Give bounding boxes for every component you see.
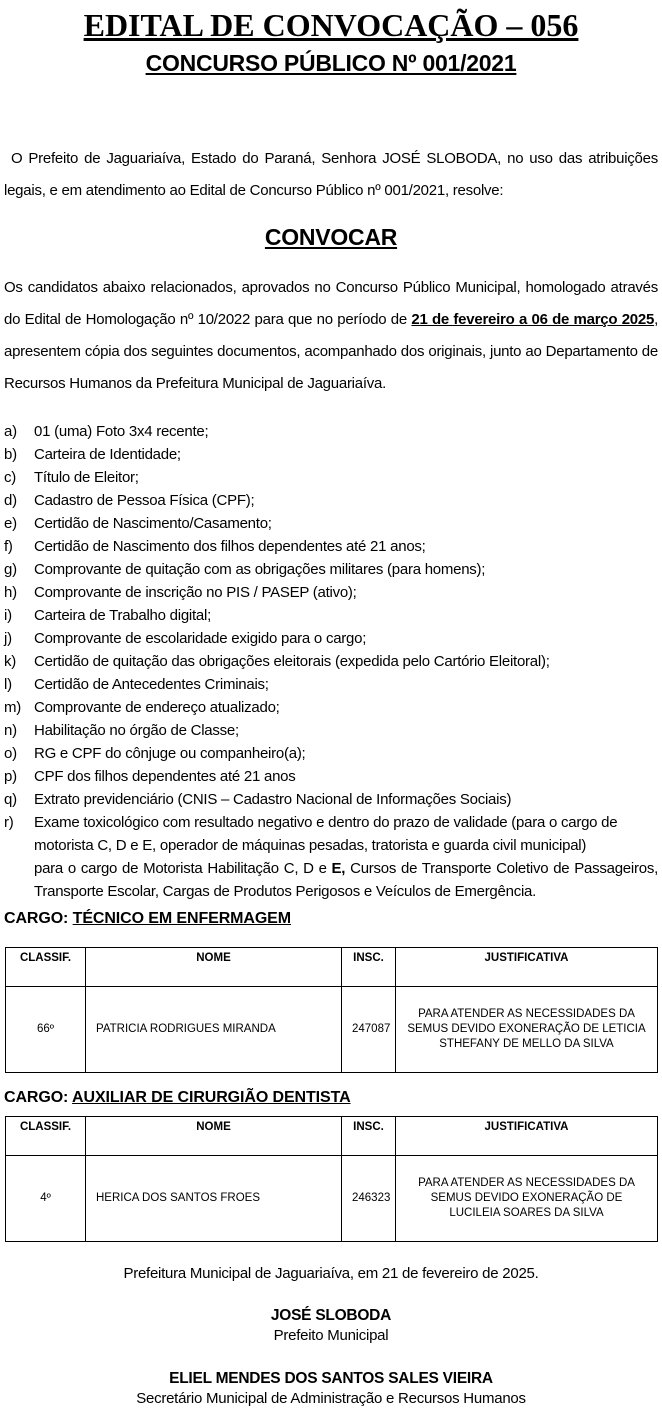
summons-part1: Os candidatos abaixo relacionados, aprovados no Concurso Público Municipal, homologado através do Edital de Homologação nº 10/2022 para que no período de (4, 279, 658, 328)
list-item-text: Carteira de Identidade; (34, 446, 181, 463)
table-header-row (6, 1117, 658, 1156)
document-footer (4, 1264, 658, 1408)
cargo-heading-prefix: CARGO: (4, 1089, 73, 1106)
list-item-label: h) (4, 584, 17, 601)
signature-name-secretario: ELIEL MENDES DOS SANTOS SALES VIEIRA (169, 1370, 493, 1387)
list-item-text: Comprovante de quitação com as obrigações militares (para homens); (34, 561, 486, 578)
list-item-label: m) (4, 699, 21, 716)
list-item-text: 01 (uma) Foto 3x4 recente; (34, 423, 209, 440)
list-item-label: k) (4, 653, 16, 670)
list-item-b (4, 443, 658, 466)
list-item-r-part1: Exame toxicológico com resultado negativo e dentro do prazo de validade (para o cargo de motorista C, D e E, operador de máquinas pesadas, tratorista e guarda civil municipal) (34, 814, 618, 854)
list-item-r-part2 (34, 857, 658, 903)
date-range-highlight: 21 de fevereiro a 06 de março 2025 (411, 311, 655, 328)
list-item-label: r) (4, 814, 14, 831)
cargo-role: TÉCNICO EM ENFERMAGEM (72, 910, 291, 927)
list-item-text: Cadastro de Pessoa Física (CPF); (34, 492, 255, 509)
list-item-i (4, 604, 658, 627)
list-item-l (4, 673, 658, 696)
list-item-f (4, 535, 658, 558)
list-item-r-part2-bold: E, (331, 860, 346, 877)
table-header-classif: CLASSIF. (6, 948, 86, 987)
documents-list (4, 420, 658, 903)
cargo-role: AUXILIAR DE CIRURGIÃO DENTISTA (72, 1089, 351, 1106)
list-item-o (4, 742, 658, 765)
classif-cell: 66º (6, 987, 86, 1073)
list-item-q (4, 788, 658, 811)
table-header-classif: CLASSIF. (6, 1117, 86, 1156)
list-item-text: Carteira de Trabalho digital; (34, 607, 212, 624)
list-item-label: l) (4, 676, 12, 693)
summons-part2: , apresentem cópia dos seguintes documentos, acompanhado dos originais, junto ao Departamento de Recursos Humanos da Prefeitura Municipal de Jaguariaíva. (4, 311, 659, 392)
convocar-heading (4, 222, 658, 252)
signature-name-prefeito: JOSÉ SLOBODA (270, 1307, 392, 1324)
list-item-text (34, 811, 658, 903)
summons-paragraph (4, 272, 658, 400)
cargo-table-auxiliar-dentista (5, 1116, 658, 1242)
list-item-text: Título de Eleitor; (34, 469, 139, 486)
table-header-nome: NOME (86, 948, 342, 987)
document-subtitle-text: CONCURSO PÚBLICO Nº 001/2021 (145, 50, 517, 76)
table-header-insc: INSC. (342, 948, 396, 987)
nome-cell: PATRICIA RODRIGUES MIRANDA (86, 987, 342, 1073)
list-item-n (4, 719, 658, 742)
table-header-row (6, 948, 658, 987)
list-item-label: i) (4, 607, 12, 624)
signature-role-prefeito: Prefeito Municipal (273, 1327, 389, 1344)
list-item-k (4, 650, 658, 673)
signature-role-secretario: Secretário Municipal de Administração e Recursos Humanos (136, 1390, 526, 1407)
list-item-label: e) (4, 515, 17, 532)
list-item-label: a) (4, 423, 17, 440)
list-item-text: Certidão de Antecedentes Criminais; (34, 676, 269, 693)
list-item-text: Certidão de Nascimento/Casamento; (34, 515, 272, 532)
list-item-text: Extrato previdenciário (CNIS – Cadastro Nacional de Informações Sociais) (34, 791, 512, 808)
list-item-r-part2-pre: para o cargo de Motorista Habilitação C, D e (34, 860, 332, 877)
table-row (6, 987, 658, 1073)
list-item-text: RG e CPF do cônjuge ou companheiro(a); (34, 745, 306, 762)
list-item-label: n) (4, 722, 17, 739)
list-item-label: o) (4, 745, 17, 762)
list-item-d (4, 489, 658, 512)
justificativa-cell: PARA ATENDER AS NECESSIDADES DA SEMUS DEVIDO EXONERAÇÃO DE LUCILEIA SOARES DA SILVA (396, 1156, 658, 1242)
list-item-label: b) (4, 446, 17, 463)
cargo-heading-prefix: CARGO: (4, 910, 73, 927)
table-header-nome: NOME (86, 1117, 342, 1156)
list-item-h (4, 581, 658, 604)
table-header-justificativa: JUSTIFICATIVA (396, 948, 658, 987)
cargo-heading-tecnico-enfermagem (4, 909, 658, 928)
document-subtitle (4, 49, 658, 77)
classif-cell: 4º (6, 1156, 86, 1242)
list-item-c (4, 466, 658, 489)
list-item-text: CPF dos filhos dependentes até 21 anos (34, 768, 296, 785)
list-item-label: c) (4, 469, 16, 486)
list-item-text: Habilitação no órgão de Classe; (34, 722, 239, 739)
list-item-text: Comprovante de escolaridade exigido para o cargo; (34, 630, 367, 647)
list-item-label: p) (4, 768, 17, 785)
list-item-text: Comprovante de endereço atualizado; (34, 699, 280, 716)
cargo-table-tecnico-enfermagem (5, 947, 658, 1073)
table-header-justificativa: JUSTIFICATIVA (396, 1117, 658, 1156)
list-item-label: j) (4, 630, 12, 647)
list-item-text: Comprovante de inscrição no PIS / PASEP (ativo); (34, 584, 357, 601)
list-item-j (4, 627, 658, 650)
justificativa-cell: PARA ATENDER AS NECESSIDADES DA SEMUS DEVIDO EXONERAÇÃO DE LETICIA STHEFANY DE MELLO DA SILVA (396, 987, 658, 1073)
insc-cell: 247087 (342, 987, 396, 1073)
convocar-heading-text: CONVOCAR (264, 224, 398, 250)
nome-cell: HERICA DOS SANTOS FROES (86, 1156, 342, 1242)
cargo-heading-auxiliar-dentista (4, 1088, 658, 1107)
list-item-g (4, 558, 658, 581)
dateline: Prefeitura Municipal de Jaguariaíva, em 21 de fevereiro de 2025. (123, 1265, 539, 1282)
table-header-insc: INSC. (342, 1117, 396, 1156)
list-item-text: Certidão de Nascimento dos filhos dependentes até 21 anos; (34, 538, 426, 555)
list-item-label: g) (4, 561, 17, 578)
insc-cell: 246323 (342, 1156, 396, 1242)
list-item-r (4, 811, 658, 903)
list-item-m (4, 696, 658, 719)
document-title: EDITAL DE CONVOCAÇÃO – 056 (83, 7, 579, 43)
list-item-e (4, 512, 658, 535)
intro-paragraph: O Prefeito de Jaguariaíva, Estado do Paraná, Senhora JOSÉ SLOBODA, no uso das atribuições legais, e em atendimento ao Edital de Concurso Público nº 001/2021, resolve: (4, 150, 658, 199)
list-item-label: d) (4, 492, 17, 509)
table-row (6, 1156, 658, 1242)
list-item-r-part2-post: Cursos de Transporte Coletivo de Passageiros, Transporte Escolar, Cargas de Produtos Perigosos e Veículos de Emergência. (34, 860, 658, 900)
list-item-a (4, 420, 658, 443)
list-item-p (4, 765, 658, 788)
list-item-text: Certidão de quitação das obrigações eleitorais (expedida pelo Cartório Eleitoral); (34, 653, 550, 670)
list-item-label: q) (4, 791, 17, 808)
list-item-label: f) (4, 538, 13, 555)
